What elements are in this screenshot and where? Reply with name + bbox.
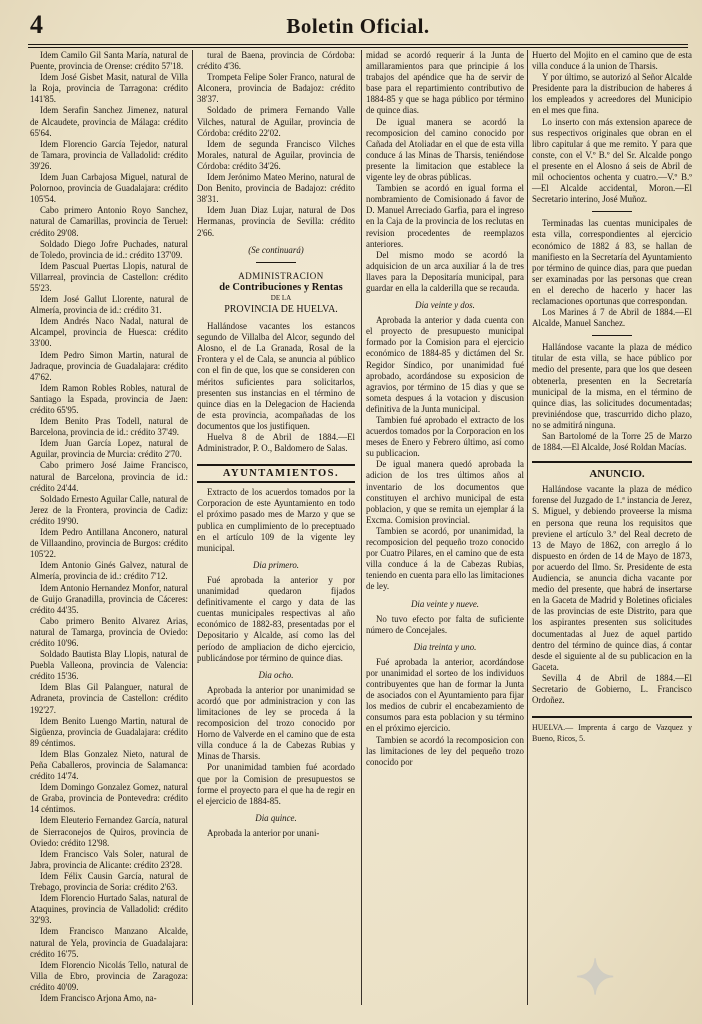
credit-entry: Idem Juan García Lopez, natural de Aguilar, provincia de Murcia: crédito 2'70.	[30, 438, 188, 460]
credit-entry: Soldado Bautista Blay Llopis, natural de Puebla Valleona, provincia de Valencia: crédito 15'36.	[30, 649, 188, 682]
column-2	[197, 50, 355, 839]
credit-entry: Idem Antonio Ginés Galvez, natural de Almería, provincia de id.: crédito 7'12.	[30, 560, 188, 582]
credit-entry: Idem Florencio García Tejedor, natural de Tamara, provincia de Valladolid: crédito 39'26.	[30, 138, 188, 171]
paragraph: Huerto del Mojito en el camino que de esta villa conduce á la union de Tharsis.	[532, 50, 692, 72]
military-credits-list	[197, 50, 355, 239]
paragraph: Hallándose vacante la plaza de médico forense del Juzgado de 1.ª instancia de Jerez, S. Miguel, y debiendo proveerse la misma en persona que reuna los requisitos que previene el artículo 3.º del Real decreto de 13 de Mayo de 1862, con arreglo á lo dispuesto en órden de 14 de Mayo de 1873, por acuerdo del Ilmo. Sr. Presidente de esta Audiencia, se anuncia dicha vacante por medio del presente, que habrá de insertarse en la Gaceta de Madrid y Boletines oficiales de las provincias de este Distrito, para que los aspirantes presenten sus solicitudes documentadas al Juez de aquel partido dentro del término de quince dias, á contar desde el siguiente al de su publicacion en la Gaceta.	[532, 484, 692, 672]
header-rule	[28, 44, 688, 45]
credit-entry: Soldado Ernesto Aguilar Calle, natural de Jerez de la Frontera, provincia de Cadiz: crédito 19'90.	[30, 493, 188, 526]
paragraph: Hallándose vacante la plaza de médico titular de esta villa, se hace público por medio del presente, para que los que deseen obtenerla, presenten en la Secretaría municipal de la misma, en el término de quince dias, las solicitudes documentadas; previniéndose que, trascurrido dicho plazo, no se admitirá ninguna.	[532, 342, 692, 430]
paragraph: Fué aprobada la anterior, acordándose por unanimidad el sorteo de los individuos contribuyentes que han de formar la Junta de asociados con el Ayuntamiento para fijar los medios de cubrir el encabezamiento de consumos para esta poblacion y su término en el próximo ejercicio.	[366, 656, 524, 734]
paragraph: Tambien fué aprobado el extracto de los acuerdos tomados por la Corporacion en los meses de Enero y Febrero último, así como su publicacion.	[366, 415, 524, 459]
signature: Los Marines á 7 de Abril de 1884.—El Alcalde, Manuel Sanchez.	[532, 307, 692, 329]
credit-entry: Idem Francisco Manzano Alcalde, natural de Yela, provincia de Guadalajara: crédito 16'75.	[30, 926, 188, 959]
date-heading: Dia quince.	[255, 812, 297, 823]
paragraph: Aprobada la anterior por unanimidad se acordó que por administracion y con las limitaciones de ley se proceda á la recomposicion del trozo conocido por Horno de Valverde en el camino que de esta villa conduce á la de Cabezas Rubias y Minas de Tharsis.	[197, 684, 355, 762]
credit-entry: Idem Francisco Vals Soler, natural de Jabra, provincia de Alicante: crédito 23'28.	[30, 848, 188, 870]
credit-entry: Idem Andrés Naco Nadal, natural de Alcampel, provincia de Huesca: crédito 33'00.	[30, 316, 188, 349]
credit-entry: Cabo primero Benito Alvarez Arias, natural de Tamarga, provincia de Oviedo: crédito 10'96.	[30, 615, 188, 648]
paragraph: De igual manera quedó aprobada la adicion de los tres últimos años al inventario de los documentos que constituyen el archivo municipal de esta poblacion, y que se remita un ejemplar á la Excma. Comision provincial.	[366, 459, 524, 525]
date-heading: Dia primero.	[252, 559, 300, 570]
credit-entry: Idem Blas Gil Palanguer, natural de Adraneta, provincia de Castellon: crédito 192'27.	[30, 682, 188, 715]
page-title: Boletin Oficial.	[286, 14, 430, 38]
paragraph: Terminadas las cuentas municipales de esta villa, correspondientes al ejercicio económico de 1882 á 83, se hallan de manifiesto en la Secretaría del Ayuntamiento por término de quince dias, para que puedan ser examinadas por las personas que crean en el derecho de hacerlo y hacer las reclamaciones oportunas que correspondan.	[532, 218, 692, 306]
paragraph: Hallándose vacantes los estancos segundo de Villalba del Alcor, segundo del Alosno, el de La Granada, Rosal de la Frontera y el de Cala, se anuncia al público con el fin de que, los que se consideren con méritos suficientes para solicitarlos, presenten sus instancias en el término de quince dias en la Delegacion de Hacienda de esta provincia, acompañadas de los documentos que los justifiquen.	[197, 321, 355, 431]
section-rule	[592, 211, 632, 212]
credit-entry: Idem Florencio Nicolás Tello, natural de Villa de Ebro, provincia de Zaragoza: crédito 40'09.	[30, 959, 188, 992]
date-heading: Dia veinte y dos.	[415, 300, 475, 311]
page-number: 4	[30, 10, 43, 39]
paragraph: De igual manera se acordó la recomposicion del camino conocido por Cañada del Atoliadar en el que de esta villa conduce á las Minas de Tharsis, teniéndose presente la limitacion que establece la vigente ley de obras públicas.	[366, 116, 524, 183]
credit-entry: Idem Domingo Gonzalez Gomez, natural de Graba, provincia de Pontevedra: crédito 14 céntimos.	[30, 782, 188, 815]
credit-entry: Idem Jerónimo Mateo Merino, natural de Don Benito, provincia de Badajoz: crédito 38'31.	[197, 172, 355, 205]
paragraph: Por unanimidad tambien fué acordado que por la Comision de presupuestos se forme el proyecto para el que ha de regir en el ejercicio de 1884-85.	[197, 762, 355, 806]
paragraph: Extracto de los acuerdos tomados por la Corporacion de este Ayuntamiento en todo el próximo pasado mes de Marzo y que se publica en cumplimiento de lo preceptuado en el artículo 109 de la vigente ley municipal.	[197, 487, 355, 553]
paragraph: Fué aprobada la anterior y por unanimidad quedaron fijados definitivamente el cargo y data de las cuentas municipales respectivas al año económico de 1882-83, presentadas por el Depositario y Alcalde, así como las del período de ampliacion de dicho ejercicio, publicándose por término de quince dias.	[197, 574, 355, 663]
credit-entry: Idem Ramon Robles Robles, natural de Santiago la Espada, provincia de Jaen: crédito 65'95.	[30, 382, 188, 415]
date-heading: Dia treinta y uno.	[413, 641, 477, 652]
paragraph: Y por último, se autorizó al Señor Alcalde Presidente para la distribucion de haberes á los empleados y acreedores del Municipio en el mes que fina.	[532, 72, 692, 116]
paragraph: Tambien se acordó, por unanimidad, la recomposicion del pequeño trozo conocido por Cuatro Pilares, en el camino que de esta villa conduce á la de Cabezas Rubias, teniendo en cuenta para ello las limitaciones de ley.	[366, 525, 524, 592]
column-divider	[527, 50, 528, 1005]
paragraph: Lo inserto con más extension aparece de sus respectivos originales que obran en el libro capitular á que me remito. Y para que conste, con el V.º B.º del Sr. Alcalde pongo el presente en el Alosno á seis de Abril de mil ochocientos ochenta y cuatro.—V.º B.º—El Alcalde accidental, Moron.—El Secretario interino, José Muñoz.	[532, 116, 692, 205]
credit-entry: Idem Eleuterio Fernandez García, natural de Sierraconejos de Quiros, provincia de Oviedo: crédito 12'98.	[30, 815, 188, 848]
date-heading: Dia ocho.	[258, 669, 294, 680]
signature: Sevilla 4 de Abril de 1884.—El Secretario de Gobierno, L. Francisco Ordoñez.	[532, 672, 692, 706]
paragraph: midad se acordó requerir á la Junta de amillaramientos para que principie á los trabajos del apéndice que ha de servir de base para el repartimiento contributivo de 1884-85 y que se haga público por término de quince dias.	[366, 50, 524, 116]
credit-entry: Idem Pedro Antillana Anconero, natural de Villaandino, provincia de Burgos: crédito 105'22.	[30, 527, 188, 560]
section-title: AYUNTAMIENTOS.	[197, 464, 355, 483]
credit-entry: Idem Serafin Sanchez Jimenez, natural de Alcaudete, provincia de Málaga: crédito 65'64.	[30, 105, 188, 138]
section-heading: ADMINISTRACION	[238, 270, 324, 281]
paragraph: Tambien se acordó la recomposicion con las limitaciones de ley del pequeño trozo conocido por	[366, 734, 524, 767]
paragraph: Aprobada la anterior por unani-	[207, 827, 320, 838]
section-rule	[592, 335, 632, 336]
paragraph: Tambien se acordó en igual forma el nombramiento de Comisionado á favor de D. Manuel Arreciado Garfia, para el ingreso en la Caja de la provincia de los reclutas en revision procedentes de reemplazos anteriores.	[366, 183, 524, 249]
credit-entry: Idem José Gallut Llorente, natural de Almería, provincia de id.: crédito 31.	[30, 294, 188, 316]
credit-entry: Idem Benito Luengo Martin, natural de Sigüenza, provincia de Guadalajara: crédito 89 céntimos.	[30, 715, 188, 748]
signature: San Bartolomé de la Torre 25 de Marzo de 1884.—El Alcalde, José Roldan Macías.	[532, 431, 692, 453]
signature: Huelva 8 de Abril de 1884.—El Administrador, P. O., Baldomero de Salas.	[197, 432, 355, 454]
credit-entry: Idem Benito Pras Todell, natural de Barcelona, provincia de id.: crédito 37'49.	[30, 416, 188, 438]
credit-entry: Idem Camilo Gil Santa María, natural de Puente, provincia de Orense: crédito 57'18.	[30, 50, 188, 72]
section-heading: de Contribuciones y Rentas	[219, 281, 343, 293]
date-heading: Dia veinte y nueve.	[410, 598, 479, 609]
section-heading: DE LA	[270, 293, 292, 302]
credit-entry: tural de Baena, provincia de Córdoba: crédito 4'36.	[197, 50, 355, 72]
credit-entry: Idem de segunda Francisco Vilches Morales, natural de Aguilar, provincia de Córdoba: crédito 34'26.	[197, 138, 355, 171]
credit-entry: Soldado de primera Fernando Valle Vilches, natural de Aguilar, provincia de Córdoba: crédito 22'02.	[197, 105, 355, 138]
column-divider	[361, 50, 362, 1005]
column-divider	[192, 50, 193, 1005]
credit-entry: Trompeta Felipe Soler Franco, natural de Alconera, provincia de Badajoz: crédito 38'37.	[197, 72, 355, 105]
credit-entry: Idem Félix Causin García, natural de Trebago, provincia de Soria: crédito 2'63.	[30, 870, 188, 893]
page-header	[28, 8, 688, 42]
credit-entry: Cabo primero José Jaime Francisco, natural de Barcelona, provincia de id.: crédito 24'44.	[30, 460, 188, 493]
column-1	[30, 50, 188, 1004]
section-rule	[256, 262, 296, 263]
credit-entry: Idem Juan Carbajosa Miguel, natural de Polornoo, provincia de Guadalajara: crédito 105'54.	[30, 172, 188, 205]
header-rule-2	[28, 47, 688, 48]
library-watermark-icon: ✦	[575, 952, 616, 1005]
paragraph: Del mismo modo se acordó la adquisicion de un arca auxiliar á la de tres llaves para la Depositaría municipal, para guardar en ella la calderilla que se recauda.	[366, 249, 524, 293]
credit-entry: Soldado Diego Jofre Puchades, natural de Toledo, provincia de id.: crédito 137'09.	[30, 238, 188, 260]
printer-imprint: HUELVA.— Imprenta á cargo de Vazquez y Bueno, Ricos, 5.	[532, 716, 692, 744]
credit-entry: Idem Blas Gonzalez Nieto, natural de Peña Caballeros, provincia de Salamanca: crédito 14'74.	[30, 748, 188, 782]
credit-entry: Idem Pedro Simon Martin, natural de Jadraque, provincia de Guadalajara: crédito 47'62.	[30, 349, 188, 382]
section-heading: PROVINCIA DE HUELVA.	[224, 303, 338, 315]
column-3	[366, 50, 524, 768]
credit-entry: Idem Francisco Arjona Amo, na-	[40, 992, 157, 1003]
credit-entry: Cabo primero Antonio Royo Sanchez, natural de Camarillas, provincia de Teruel: crédito 29'08.	[30, 205, 188, 238]
credit-entry: Idem Juan Diaz Lujar, natural de Dos Hermanas, provincia de Sevilla: crédito 2'66.	[197, 205, 355, 238]
credit-entry: Idem Pascual Puertas Llopis, natural de Villarreal, provincia de Castellon: crédito 55'23.	[30, 260, 188, 293]
continued-note: (Se continuará)	[248, 244, 304, 255]
section-title: ANUNCIO.	[532, 461, 692, 480]
credit-entry: Idem Antonio Hernandez Monfor, natural de Guijo Granadilla, provincia de Cáceres: crédito 44'35.	[30, 582, 188, 615]
paragraph: Aprobada la anterior y dada cuenta con el proyecto de presupuesto municipal formado por la Comision para el ejercicio económico de 1884-85 y dictámen del Sr. Regidor Síndico, por unanimidad fué aprobado, acordándose su exposicion de agravios, por término de 15 dias y que se someta despues á la votacion y discusion definitiva de la Junta municipal.	[366, 315, 524, 414]
credit-entry: Idem Florencio Hurtado Salas, natural de Ataquines, provincia de Valladolid: crédito 32'93.	[30, 893, 188, 926]
credit-entry: Idem José Gisbet Masit, natural de Villa la Roja, provincia de Tarragona: crédito 141'85.	[30, 72, 188, 105]
column-4	[532, 50, 692, 744]
paragraph: No tuvo efecto por falta de suficiente número de Concejales.	[366, 613, 524, 635]
